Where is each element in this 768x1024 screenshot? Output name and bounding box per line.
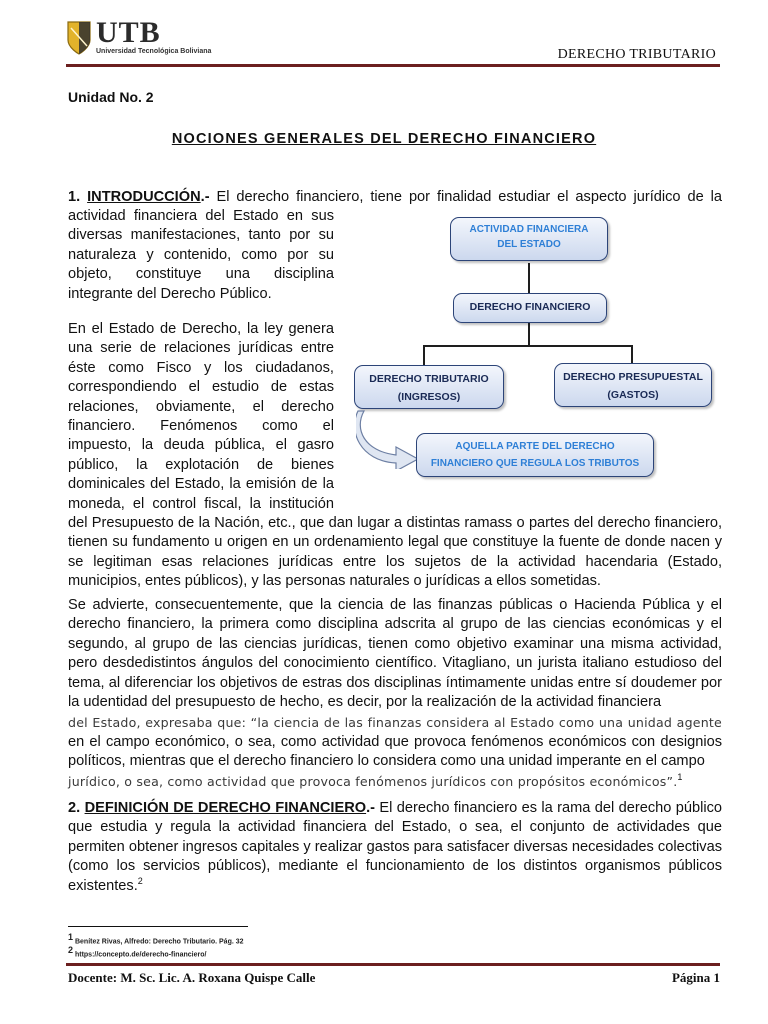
node-tax-definition-line1: AQUELLA PARTE DEL DERECHO: [455, 441, 615, 452]
paragraph-1: [68, 207, 334, 304]
node-tax-law: [354, 365, 504, 409]
paragraph-2-line: moneda, el control fiscal, la institución: [68, 495, 334, 512]
section-1-separator: .-: [200, 189, 210, 205]
node-budget-law-line1: DERECHO PRESUPUESTAL: [563, 371, 703, 383]
paragraph-1-line: naturaleza y contenido, como por su: [68, 246, 334, 263]
paragraph-2-line: dominicales del Estado, la emisión de la: [68, 476, 334, 493]
unit-label: Unidad No. 2: [68, 89, 154, 105]
paragraph-1-line: integrante del Derecho Público.: [68, 285, 272, 302]
paragraph-3: [68, 596, 722, 792]
section-2-number: 2.: [68, 800, 81, 816]
footnote-2-link[interactable]: https://concepto.de/derecho-financiero/: [74, 951, 207, 959]
university-logo: [66, 16, 212, 58]
footnote-1: [68, 932, 244, 946]
footnote-divider: [68, 926, 248, 927]
paragraph-3-quote-middle: en el campo económico, o sea, como actividad que provoca fenómenos económicos con designios políticos, mientras que el derecho financiero lo considera como una unidad imperante en el campo: [68, 733, 722, 770]
paragraph-2-line: éste como Fisco y los ciudadanos,: [68, 359, 334, 376]
node-tax-definition: [416, 433, 654, 477]
shield-icon: [66, 20, 92, 56]
section-2-heading: DEFINICIÓN DE DERECHO FINANCIERO: [84, 800, 367, 816]
paragraph-2-line: impuesto, la deuda pública, el gasro: [68, 437, 334, 454]
connector-middle: [528, 323, 530, 345]
logo-subtitle: Universidad Tecnológica Boliviana: [96, 48, 212, 55]
footer-teacher: Docente: M. Sc. Lic. A. Roxana Quispe Calle: [68, 970, 316, 985]
node-tax-definition-line2: FINANCIERO QUE REGULA LOS TRIBUTOS: [430, 458, 640, 469]
paragraph-2-line: público, la explotación de bienes: [68, 456, 334, 473]
header-divider: [66, 64, 720, 67]
financial-activity-diagram: [340, 205, 726, 490]
paragraph-3-text: Se advierte, consecuentemente, que la ciencia de las finanzas públicas o Hacienda Pública y el derecho financiero, la primera como disciplina adscrita al grupo de las ciencias económicas y el segundo, al grupo de las ciencias jurídicas, tienen como objetivo examinar una misma actividad, pero desdedistintos ángulos del conocimiento científico. Vitagliano, un jurista italiano estudioso del tema, al diferenciar los objetivos de estras dos disciplinas íntimamente unidas entre sí doudemer por la udentidad del presupuesto de hecho, es decir, por la realización de la actividad financiera: [68, 597, 722, 711]
page-number: Página 1: [671, 970, 720, 985]
paragraph-2: [68, 320, 334, 514]
logo-text: UTB: [96, 16, 161, 49]
footer-divider: [66, 963, 720, 966]
connector-top: [528, 263, 530, 293]
footnote-1-text: Benítez Rivas, Alfredo: Derecho Tributario. Pág. 32: [74, 938, 244, 946]
paragraph-1-line: objeto, constituye una disciplina: [68, 266, 334, 283]
node-tax-law-line1: DERECHO TRIBUTARIO: [369, 373, 489, 385]
paragraph-2-line: relaciones, obviamente, el derecho: [68, 398, 334, 415]
paragraph-2-line: En el Estado de Derecho, la ley genera: [68, 321, 334, 337]
paragraph-2-line: correspondiendo el estudio de estas: [68, 379, 334, 396]
page-title: NOCIONES GENERALES DEL DERECHO FINANCIERO: [171, 131, 597, 147]
section-1-lead: El derecho financiero, tiene por finalidad estudiar el aspecto jurídico de la: [209, 189, 722, 205]
node-budget-law: [554, 363, 712, 407]
connector-horizontal: [423, 345, 633, 347]
paragraph-2-line: financiero. Fenómenos como el: [68, 418, 334, 435]
footnote-ref-2[interactable]: 2: [137, 875, 143, 886]
section-2-separator: .-: [366, 800, 376, 816]
node-financial-activity-line1: ACTIVIDAD FINANCIERA: [469, 224, 589, 235]
paragraph-1-line: actividad financiera del Estado en sus: [68, 208, 334, 224]
paragraph-1-line: diversas manifestaciones, tanto por su: [68, 227, 334, 244]
footnote-ref-1[interactable]: 1: [677, 771, 683, 782]
node-financial-activity-line2: DEL ESTADO: [497, 239, 561, 250]
node-financial-law: [453, 293, 607, 323]
paragraph-2-continuation: del Presupuesto de la Nación, etc., que dan lugar a distintas ramass o partes del derecho financiero, tienen su fundamento u origen en un ordenamiento legal que constituye la fuente de donde nacen y se legitiman esas relaciones jurídicas entre los sujetos de la actividad hacendaria (Estado, municipios, entes públicos), y las personas naturales o jurídicas a ellos sometidas.: [68, 515, 722, 590]
paragraph-2-line: una serie de relaciones jurídicas entre: [68, 340, 334, 357]
section-2-text: El derecho financiero es la rama del derecho público que estudia y regula la actividad financiera del Estado, o sea, el conjunto de actividades que permiten obtener ingresos capitales y realizar gastos para satisfacer diversas necesidades colectivas (como los servicios públicos), mediante el funcionamiento de los distintos organismos públicos existentes.: [68, 800, 722, 894]
node-financial-law-label: DERECHO FINANCIERO: [469, 301, 591, 313]
section-1-heading: INTRODUCCIÓN: [87, 189, 201, 205]
section-2: [68, 799, 722, 896]
node-budget-law-line2: (GASTOS): [607, 389, 659, 401]
node-tax-law-line2: (INGRESOS): [397, 391, 461, 403]
paragraph-3-quote-end: jurídico, o sea, como actividad que provoca fenómenos jurídicos con propósitos económicos”.: [68, 773, 678, 789]
node-financial-activity: [450, 217, 608, 261]
connector-right: [631, 345, 633, 363]
footnote-2-number: 2: [68, 945, 74, 955]
header-title: DERECHO TRIBUTARIO: [557, 47, 716, 62]
paragraph-3-quote-start: del Estado, expresaba que: “la ciencia de las finanzas considera al Estado como una unidad agente: [68, 715, 722, 731]
footnote-1-number: 1: [68, 932, 74, 942]
connector-left: [423, 345, 425, 365]
section-1-number: 1.: [68, 189, 81, 205]
footnote-2: [68, 945, 207, 959]
